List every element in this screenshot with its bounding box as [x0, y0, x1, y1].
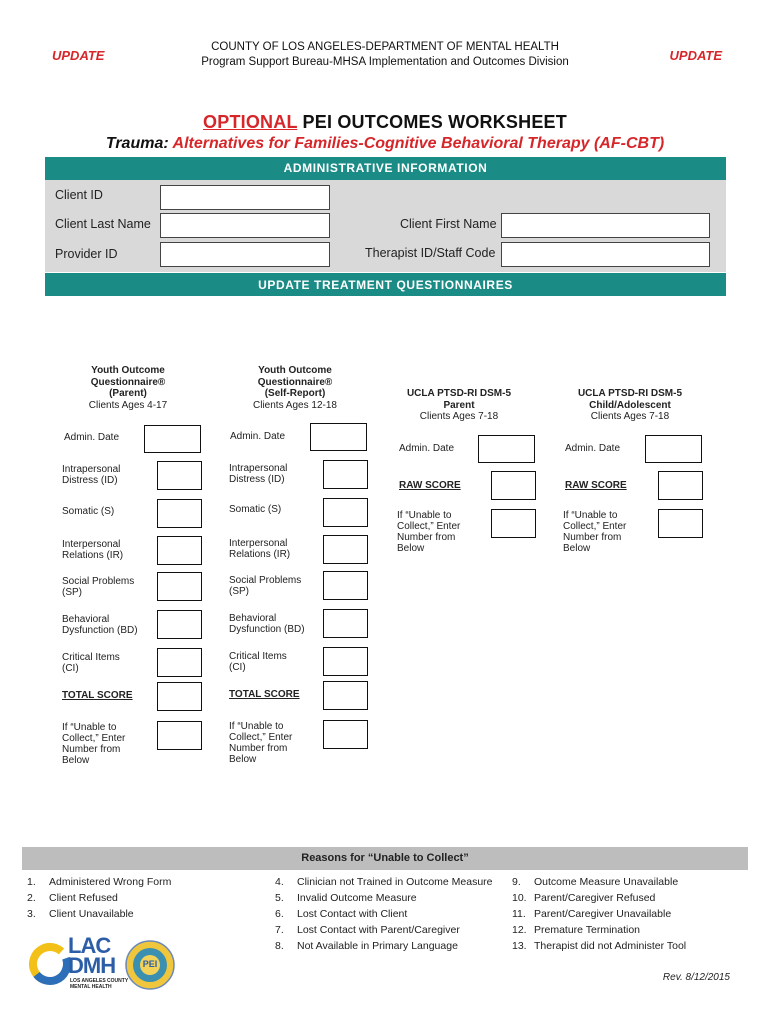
yoq-parent-s-label: Somatic (S) — [62, 506, 115, 517]
yoq-parent-line3: (Parent) — [109, 388, 147, 399]
reason-item — [512, 892, 686, 908]
reason-text: Lost Contact with Client — [297, 908, 408, 920]
yoq-parent-unable-line3: Number from — [62, 744, 121, 755]
yoq-parent-id-label — [62, 464, 120, 486]
yoq-self-ci-field[interactable] — [323, 647, 368, 676]
yoq-self-ci-label — [229, 651, 287, 673]
yoq-parent-header — [68, 365, 188, 411]
update-label-left: UPDATE — [52, 48, 105, 63]
reason-item — [512, 908, 686, 924]
questionnaires-section-header: UPDATE TREATMENT QUESTIONNAIRES — [45, 273, 726, 296]
provider-id-label: Provider ID — [55, 247, 118, 261]
ucla-parent-admin-date-label: Admin. Date — [399, 443, 455, 454]
yoq-self-total-field[interactable] — [323, 681, 368, 710]
yoq-self-bd-label — [229, 613, 305, 635]
reason-item — [512, 924, 686, 940]
yoq-parent-bd-label-line2: Dysfunction (BD) — [62, 625, 138, 636]
yoq-parent-sp-label — [62, 576, 134, 598]
reason-number: 12. — [512, 924, 527, 936]
yoq-parent-id-field[interactable] — [157, 461, 202, 490]
yoq-self-s-field[interactable] — [323, 498, 368, 527]
yoq-self-bd-label-line2: Dysfunction (BD) — [229, 624, 305, 635]
yoq-parent-unable-line1: If “Unable to — [62, 722, 117, 733]
yoq-parent-admin-date-label: Admin. Date — [64, 432, 120, 443]
reasons-column-1 — [27, 876, 171, 924]
client-first-name-field[interactable] — [501, 213, 710, 238]
ucla-child-unable-line4: Below — [563, 543, 591, 554]
yoq-self-id-label-line2: Distress (ID) — [229, 474, 285, 485]
yoq-self-unable-field[interactable] — [323, 720, 368, 749]
ucla-parent-ages: Clients Ages 7-18 — [419, 411, 499, 422]
yoq-self-sp-label-line2: (SP) — [229, 586, 249, 597]
ucla-parent-unable-label — [397, 510, 460, 554]
yoq-parent-ci-label-line1: Critical Items — [62, 652, 120, 663]
yoq-parent-sp-field[interactable] — [157, 572, 202, 601]
ucla-child-admin-date-label: Admin. Date — [565, 443, 621, 454]
yoq-parent-line1: Youth Outcome — [91, 365, 165, 376]
reason-item — [27, 892, 171, 908]
yoq-self-sp-label — [229, 575, 301, 597]
client-id-label: Client ID — [55, 188, 103, 202]
yoq-parent-ir-label — [62, 539, 123, 561]
ucla-child-ages: Clients Ages 7-18 — [590, 411, 670, 422]
yoq-self-admin-date-label: Admin. Date — [230, 431, 286, 442]
yoq-parent-ir-field[interactable] — [157, 536, 202, 565]
yoq-self-id-field[interactable] — [323, 460, 368, 489]
yoq-self-unable-line4: Below — [229, 754, 257, 765]
reason-item — [275, 876, 493, 892]
ucla-child-header — [565, 388, 695, 423]
yoq-parent-unable-field[interactable] — [157, 721, 202, 750]
reason-number: 2. — [27, 892, 36, 904]
yoq-parent-admin-date-field[interactable] — [144, 425, 201, 453]
yoq-self-ir-label-line2: Relations (IR) — [229, 549, 291, 560]
ucla-child-raw-field[interactable] — [658, 471, 703, 500]
yoq-parent-ir-label-line2: Relations (IR) — [62, 550, 124, 561]
reason-item — [275, 908, 493, 924]
subtitle-prefix: Trauma: — [105, 135, 173, 152]
ucla-child-unable-line3: Number from — [563, 532, 622, 543]
yoq-self-id-label — [229, 463, 287, 485]
yoq-parent-bd-label-line1: Behavioral — [62, 614, 110, 625]
title-rest: PEI OUTCOMES WORKSHEET — [297, 112, 567, 132]
yoq-self-s-label: Somatic (S) — [229, 504, 282, 515]
yoq-parent-unable-label — [62, 722, 125, 766]
reasons-column-2 — [275, 876, 493, 956]
yoq-self-unable-label — [229, 721, 292, 765]
reason-number: 4. — [275, 876, 284, 888]
yoq-parent-bd-label — [62, 614, 138, 636]
yoq-self-ir-label — [229, 538, 290, 560]
yoq-self-ir-field[interactable] — [323, 535, 368, 564]
reason-number: 5. — [275, 892, 284, 904]
reason-text: Parent/Caregiver Unavailable — [534, 908, 672, 920]
ucla-parent-line1: UCLA PTSD-RI DSM-5 — [406, 388, 512, 399]
yoq-self-id-label-line1: Intrapersonal — [229, 463, 288, 474]
reason-item — [512, 876, 686, 892]
yoq-parent-ci-field[interactable] — [157, 648, 202, 677]
yoq-self-unable-line3: Number from — [229, 743, 288, 754]
reason-text: Outcome Measure Unavailable — [534, 876, 679, 888]
yoq-parent-total-label: TOTAL SCORE — [62, 690, 133, 701]
reason-number: 1. — [27, 876, 36, 888]
yoq-self-bd-label-line1: Behavioral — [229, 613, 277, 624]
ucla-parent-unable-line4: Below — [397, 543, 425, 554]
reason-text: Lost Contact with Parent/Caregiver — [297, 924, 460, 936]
reason-number: 11. — [512, 908, 526, 920]
yoq-self-line1: Youth Outcome — [258, 365, 332, 376]
ucla-child-unable-field[interactable] — [658, 509, 703, 538]
department-header — [0, 40, 770, 70]
reason-text: Not Available in Primary Language — [297, 940, 458, 952]
revision-date: Rev. 8/12/2015 — [662, 972, 730, 983]
yoq-parent-ci-label — [62, 652, 120, 674]
ucla-child-unable-line2: Collect,” Enter — [563, 521, 627, 532]
seal-label: PEI — [142, 959, 158, 969]
ucla-child-unable-label — [563, 510, 626, 554]
ucla-parent-unable-line2: Collect,” Enter — [397, 521, 461, 532]
yoq-parent-s-field[interactable] — [157, 499, 202, 528]
yoq-self-ir-label-line1: Interpersonal — [229, 538, 288, 549]
yoq-parent-id-label-line2: Distress (ID) — [62, 475, 118, 486]
ucla-child-line1: UCLA PTSD-RI DSM-5 — [577, 388, 683, 399]
reason-number: 6. — [275, 908, 284, 920]
reason-text: Invalid Outcome Measure — [297, 892, 417, 904]
yoq-parent-sp-label-line2: (SP) — [62, 587, 82, 598]
ucla-parent-line2: Parent — [443, 399, 475, 411]
reason-item — [27, 876, 171, 892]
reason-text: Client Refused — [49, 892, 118, 904]
yoq-self-ci-label-line1: Critical Items — [229, 651, 287, 662]
recovery-ring-icon — [28, 936, 72, 994]
ucla-parent-unable-line3: Number from — [397, 532, 456, 543]
ucla-parent-unable-field[interactable] — [491, 509, 536, 538]
ucla-parent-admin-date-field[interactable] — [478, 435, 535, 463]
yoq-parent-bd-field[interactable] — [157, 610, 202, 639]
therapist-id-field[interactable] — [501, 242, 710, 267]
logo-tagline-line2: MENTAL HEALTH — [70, 984, 112, 990]
ucla-parent-raw-field[interactable] — [491, 471, 536, 500]
reason-text: Clinician not Trained in Outcome Measure — [297, 876, 493, 888]
yoq-self-admin-date-field[interactable] — [310, 423, 367, 451]
department-line-1: COUNTY OF LOS ANGELES-DEPARTMENT OF MENTAL HEALTH — [211, 41, 559, 53]
reason-text: Administered Wrong Form — [49, 876, 172, 888]
yoq-self-sp-field[interactable] — [323, 571, 368, 600]
reason-item — [27, 908, 171, 924]
yoq-self-sp-label-line1: Social Problems — [229, 575, 302, 586]
client-last-name-field[interactable] — [160, 213, 330, 238]
reason-number: 3. — [27, 908, 36, 920]
yoq-self-ages: Clients Ages 12-18 — [253, 399, 337, 411]
page-subtitle — [0, 135, 770, 153]
yoq-parent-unable-line2: Collect,” Enter — [62, 733, 126, 744]
ucla-child-unable-line1: If “Unable to — [563, 510, 618, 521]
ucla-child-line2: Child/Adolescent — [589, 399, 671, 411]
reason-number: 10. — [512, 892, 527, 904]
ucla-parent-header — [399, 388, 519, 423]
logo-wordmark — [68, 933, 116, 978]
logo-tagline-line1: LOS ANGELES COUNTY — [70, 978, 129, 984]
page-title — [0, 112, 770, 133]
client-last-name-label: Client Last Name — [55, 217, 151, 231]
yoq-parent-id-label-line1: Intrapersonal — [62, 464, 121, 475]
yoq-parent-ir-label-line1: Interpersonal — [62, 539, 121, 550]
yoq-self-total-label: TOTAL SCORE — [229, 689, 300, 700]
reasons-column-3 — [512, 876, 686, 956]
reason-text: Therapist did not Administer Tool — [534, 940, 687, 952]
provider-id-field[interactable] — [160, 242, 330, 267]
yoq-parent-total-field[interactable] — [157, 682, 202, 711]
reason-item — [275, 940, 493, 956]
ucla-child-admin-date-field[interactable] — [645, 435, 702, 463]
yoq-self-unable-line1: If “Unable to — [229, 721, 284, 732]
pei-seal — [125, 940, 175, 990]
client-id-field[interactable] — [160, 185, 330, 210]
client-first-name-label: Client First Name — [400, 217, 497, 231]
admin-section-header: ADMINISTRATIVE INFORMATION — [45, 157, 726, 180]
update-label-right: UPDATE — [669, 48, 722, 63]
yoq-parent-ci-label-line2: (CI) — [62, 663, 79, 674]
yoq-parent-sp-label-line1: Social Problems — [62, 576, 135, 587]
reason-item — [275, 892, 493, 908]
yoq-self-line3: (Self-Report) — [264, 388, 326, 399]
yoq-self-unable-line2: Collect,” Enter — [229, 732, 293, 743]
logo-dmh: DMH — [68, 953, 116, 978]
reason-number: 13. — [512, 940, 527, 952]
reasons-header: Reasons for “Unable to Collect” — [22, 847, 748, 870]
yoq-self-ci-label-line2: (CI) — [229, 662, 246, 673]
yoq-parent-unable-line4: Below — [62, 755, 90, 766]
yoq-parent-line2: Questionnaire® — [90, 376, 166, 388]
therapist-id-label: Therapist ID/Staff Code — [365, 246, 496, 260]
logo-tagline — [70, 978, 128, 990]
logo-lac: LAC — [68, 933, 111, 958]
reason-number: 8. — [275, 940, 284, 952]
ucla-parent-unable-line1: If “Unable to — [397, 510, 452, 521]
reason-item — [275, 924, 493, 940]
ucla-child-raw-label: RAW SCORE — [565, 480, 627, 491]
department-line-2: Program Support Bureau-MHSA Implementation and Outcomes Division — [201, 56, 569, 68]
reason-item — [512, 940, 686, 956]
yoq-parent-ages: Clients Ages 4-17 — [88, 399, 168, 411]
yoq-self-bd-field[interactable] — [323, 609, 368, 638]
yoq-self-header — [235, 365, 355, 411]
subtitle-program: Alternatives for Families-Cognitive Behavioral Therapy (AF-CBT) — [172, 135, 665, 152]
ucla-parent-raw-label: RAW SCORE — [399, 480, 461, 491]
reason-text: Parent/Caregiver Refused — [534, 892, 656, 904]
title-optional: OPTIONAL — [203, 112, 298, 132]
reason-text: Premature Termination — [534, 924, 641, 936]
reason-number: 7. — [275, 924, 284, 936]
lacdmh-logo — [28, 933, 129, 994]
yoq-self-line2: Questionnaire® — [257, 376, 333, 388]
reason-text: Client Unavailable — [49, 908, 134, 920]
reason-number: 9. — [512, 876, 521, 888]
